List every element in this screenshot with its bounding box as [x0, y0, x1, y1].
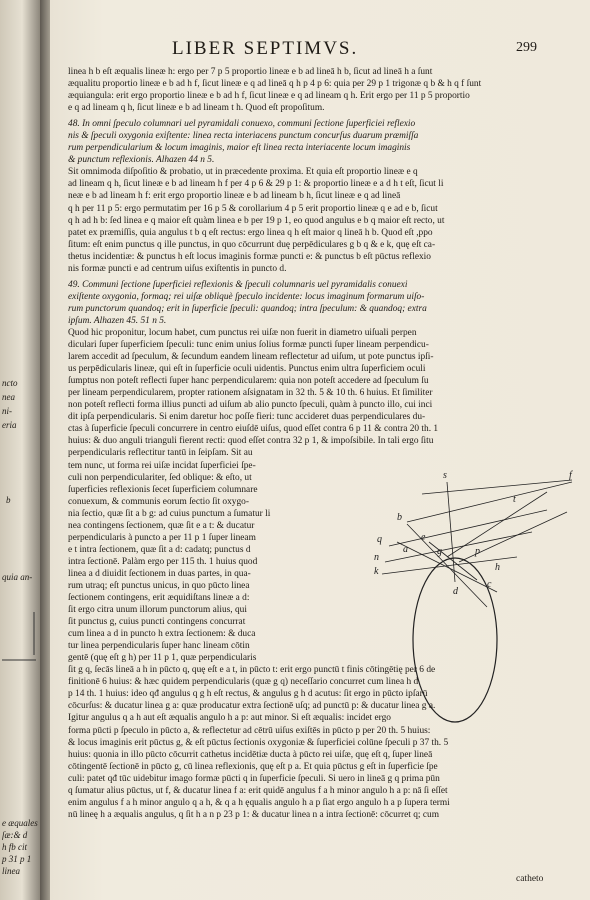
line-p — [447, 492, 547, 557]
text-line: culi: patet qđ tūc uidebitur imago formæ pūcti q in ſuperficie ſpeculi. Si uero in lineā g q prima pūn — [68, 773, 440, 784]
text-line: cōtingentē ſectionē in pūcto g, cū linea reflexionis, quę eſt p a. Et quia pūctus g eſt in ſuperficie ſpe — [68, 761, 438, 772]
oxygonia-section — [413, 558, 497, 722]
margin-fragment: nea — [2, 392, 15, 402]
diagram-svg — [337, 462, 583, 726]
text-line: huius: quonia in illo pūcto cōcurrit cathetus incidētiæ ducta à pūcto rei uiſæ, quę eſt q, ſuper lineā — [68, 749, 433, 760]
text-line: ſit ergo citra unum illorum punctorum alius, qui — [68, 605, 247, 616]
text-line: patet ex præmiſſis, quia angulus t b q eſt rectus: ergo linea q h eſt maior q lineā h b. Quod eſt ,ppo — [68, 227, 433, 238]
text-line: æquiangula: erit ergo proportio lineæ e b ad h f, ſicut lineæ e q ad lineam q h. Erit ergo per 11 p 5 proportio — [68, 91, 470, 102]
fig-label: d — [453, 586, 458, 597]
text-line: ſitum: eſt enim punctus q ille punctus, in quo cōcurrunt duę perpēdiculares g b q & e k, quę eſt ca- — [68, 239, 436, 250]
page-number: 299 — [516, 40, 537, 55]
fig-label: c — [487, 579, 492, 590]
fig-label: k — [374, 566, 379, 577]
proposition-line: ipſum. Alhazen 45. 51 n 5. — [68, 315, 167, 326]
book-page — [50, 0, 590, 900]
text-line: per lineam perpendicularem, propter rationem aſsignatam in 32 th. 5 & 10 th. 6 huius. Et ſimiliter — [68, 388, 433, 399]
margin-fragment: h fb cit — [2, 842, 27, 852]
fig-label: e — [421, 532, 426, 543]
text-line: Quod hic proponitur, locum habet, cum punctus rei uiſæ non fuerit in diametro uiſuali perpen — [68, 327, 417, 338]
line-e — [407, 524, 487, 607]
margin-fragment: ſæ:& d — [2, 830, 28, 840]
fig-label: s — [443, 470, 447, 481]
text-line: forma pūcti p ſpeculo in pūcto a, & reflectetur ad cētrū uiſus exiſtēs in pūcto p per 20 th. 5 huius: — [68, 725, 431, 736]
proposition-line: 49. Communi ſectione ſuperficiei reflexionis & ſpeculi columnaris uel pyramidalis conuexi — [68, 279, 408, 290]
text-line: larem accedit ad ſpeculum, & ſecundum eandem lineam reflectetur ad uiſum, ut pote punctus ipſi- — [68, 352, 434, 363]
geometric-figure — [337, 462, 583, 726]
text-line: ſectionem contingens, erit æquidiſtans lineæ a d: — [68, 593, 250, 604]
margin-fragment: quia an- — [2, 572, 33, 582]
text-line: intra ſectionē. Palàm ergo per 115 th. 1 huius quod — [68, 556, 258, 567]
text-line: ad lineam q h, ſicut lineæ e b ad lineam h f per 4 p 6 & 29 p 1: & proportio lineæ e a d h t eſt, ſicut li — [68, 179, 444, 190]
text-line: thetus incidentiæ: & punctus h eſt locus imaginis formæ puncti e: & punctus b eſt pūctus reflexio — [68, 251, 431, 262]
text-line: e q ad lineam q h, ſicut lineæ e b ad lineam t h. Quod eſt propoſitum. — [68, 103, 325, 114]
text-line: tem nunc, ut forma rei uiſæ incidat ſuperficiei ſpe- — [68, 460, 256, 471]
text-line: non poteſt reflecti forma illius puncti ad uiſum ab alio puncto ſpeculi, quàm à puncto illo, cui inci — [68, 400, 433, 411]
book-gutter — [40, 0, 50, 900]
text-line: us perpēdicularis lineæ, qui eſt in ſuperficie oculi uidentis. Punctus enim ultra ſuperficiem oculi — [68, 364, 426, 375]
fig-label: a — [403, 544, 408, 555]
text-line: ſit punctus g, cuius puncti contingens concurrat — [68, 617, 246, 628]
text-line: q ſumatur alius pūctus, ut f, & ducatur linea f a: erit quidē angulus f a h minor angulo h a p: nā ſi eſſet — [68, 785, 448, 796]
margin-fragment: p 31 p 1 — [2, 854, 32, 864]
page-header — [50, 38, 590, 60]
text-line: huius: & duo anguli trianguli fierent recti: quod eſſet contra 32 p 1, & impoſsibile. In tali ergo ſitu — [68, 436, 434, 447]
fig-label: t — [513, 494, 516, 505]
text-line: æqualitu proportio lineæ e b ad h f, ſicut lineæ e q ad lineā q h p 4 p 6: quia per 29 p 1 trigonæ q b & h q f ſunt — [68, 79, 482, 90]
fig-label: p — [475, 546, 480, 557]
proposition-line: rum perpendicularium & locum imaginis, maior eſt linea recta interiacente locum imaginis — [68, 143, 411, 154]
line-f — [422, 480, 572, 494]
fig-label: b — [397, 512, 402, 523]
text-line: q h ad h b: ſed linea e q maior eſt quàm linea e b per 19 p 1, eo quod angulus e b q maior eſt recto, ut — [68, 215, 445, 226]
fig-label: g — [437, 546, 442, 557]
text-line: diculari ſuper ſuperficiem ſpeculi: tunc enim unius ſolius formæ puncti ſuper lineam perpendicu- — [68, 340, 429, 351]
margin-fragment: e æquales — [2, 818, 38, 828]
text-line: perpendicularis reflectitur tantū in ſeipſam. Sit au — [68, 448, 253, 459]
catchword: catheto — [516, 874, 544, 884]
text-line: enim angulus f a h minor angulo q a h, & q a h ęqualis angulo h a p ſiat ergo angulo h a p ſupera termi — [68, 797, 450, 808]
text-line: ſit g q, ſecās lineā a h in pūcto q, quę eſt e a t, in pūcto t: erit ergo punctū t finis cōtingētię per 6 de — [68, 665, 436, 676]
margin-fragment: ncto — [2, 378, 18, 388]
margin-fragment: b — [6, 495, 11, 505]
text-line: rum utraq; eſt punctus unicus, in quo pūcto linea — [68, 580, 250, 591]
text-line: gentē (quę eſt g h) per 11 p 1, quæ perpendicularis — [68, 653, 257, 664]
proposition-line: 48. In omni ſpeculo columnari uel pyramidali conuexo, communi ſectione ſuperficiei reflexio — [68, 119, 416, 130]
text-line: Igitur angulus q a h aut eſt æqualis angulo h a p: aut minor. Si eſt æqualis: incidet ergo — [68, 713, 391, 724]
text-line: ſuperficies reflexionis ſecet ſuperficiem columnare — [68, 484, 258, 495]
margin-diagram-fragment — [0, 610, 40, 670]
running-head: LIBER SEPTIMVS. — [172, 38, 359, 59]
text-line: q h per 11 p 5: ergo permutatim per 16 p 5 & corollarium 4 p 5 erit proportio lineæ q e ad e b, ſicut — [68, 203, 438, 214]
proposition-line: & punctum reflexionis. Alhazen 44 n 5. — [68, 155, 215, 166]
proposition-line: exiſtente oxygonia, formaq; rei uiſæ obliquè ſpeculo incidente: locus imaginum formarum uiſo- — [68, 291, 425, 302]
text-line: nea contingens ſectionem, quæ ſit e a t: & ducatur — [68, 520, 255, 531]
margin-fragment: linea — [2, 866, 20, 876]
proposition-line: rum punctorum quandoq; erit in ſuperficie ſpeculi: quandoq; intra ſpeculum: & quandoq; extra — [68, 303, 427, 314]
proposition-line: nis & ſpeculi oxygonia exiſtente: linea recta interiacens punctum concurſus duarum præmiſſa — [68, 131, 419, 142]
fig-label: n — [374, 552, 379, 563]
text-line: p 14 th. 1 huius: ideo qđ angulus q g h eſt rectus, & angulus g h d acutus: ſit ergo in pūcto ipſarū — [68, 689, 428, 700]
text-line: linea a d diuidit ſectionem in duas partes, in qua- — [68, 568, 251, 579]
text-line: perpendicularis à puncto a per 11 p 1 ſuper lineam — [68, 532, 256, 543]
text-line: tur linea perpendicularis ſuper hanc lineam cōtin — [68, 641, 250, 652]
text-line: finitionē 6 huius: & hæc quidem perpendicularis (quæ g q) neceſſario concurret cum linea h d — [68, 677, 419, 688]
text-line: e t intra ſectionem, quæ ſit a d: cadatq; punctus d — [68, 544, 251, 555]
text-line: conuexum, & communis eorum ſectio ſit oxygo- — [68, 496, 249, 507]
text-line: nis formæ puncti e ad centrum uiſus exiſtentis in puncto d. — [68, 263, 287, 274]
facing-page-edge — [0, 0, 40, 900]
text-line: cōcurſus: & ducatur linea g a: quæ producatur extra ſectionē uſq; ad punctū p: & ducatur linea g a. — [68, 701, 436, 712]
line-q — [389, 510, 547, 546]
text-line: & locus imaginis erit pūctus g, & eſt pūctus ſectionis oxygoniæ & ſuperficiei colūne ſpeculi p 37 th. 5 — [68, 737, 449, 748]
text-line: nū lineę h a æqualis angulus, q ſit h a n p 23 p 1: & ducatur linea n a intra ſectionē: cōcurret q; cum — [68, 809, 439, 820]
text-line: ctas à ſuperficie ſpeculi concurrere in centro eiuſdē uiſus, quod eſſet contra 6 p 11 & contra 20 th. 1 — [68, 424, 439, 435]
text-line: dit ipſa perpendicularis. Si enim daretur hoc poſſe fieri: tunc accideret duas perpendiculares du- — [68, 412, 426, 423]
text-line: nia ſectio, quæ ſit a b g: ad cuius punctum a ſumatur li — [68, 508, 271, 519]
text-line: linea h b eſt æqualis lineæ h: ergo per 7 p 5 proportio lineæ e b ad lineā h b, ſicut ad lineā h a ſunt — [68, 67, 433, 77]
text-line: cum linea a d in puncto h extra ſectionem: & duca — [68, 629, 256, 640]
fig-label: q — [377, 534, 382, 545]
margin-fragment: ni- — [2, 406, 12, 416]
margin-fragment: eria — [2, 420, 17, 430]
text-line: culi non perpendiculariter, ſed oblique: & eſto, ut — [68, 472, 252, 483]
text-line: neæ e b ad lineam h f: erit ergo proportio lineæ e b ad lineam b h, ſicut lineæ e q ad lineā — [68, 191, 401, 202]
fig-label: f — [569, 470, 572, 481]
text-line: Sit omnimoda diſpoſitio & probatio, ut in præcedente proxima. Et quia eſt proportio lineæ e q — [68, 167, 418, 178]
fig-label: h — [495, 562, 500, 573]
text-line: ſumptus non poteſt reflecti ſuper hanc perpendicularem: quia non poteſt accedere ad ſpeculum ſu — [68, 376, 429, 387]
